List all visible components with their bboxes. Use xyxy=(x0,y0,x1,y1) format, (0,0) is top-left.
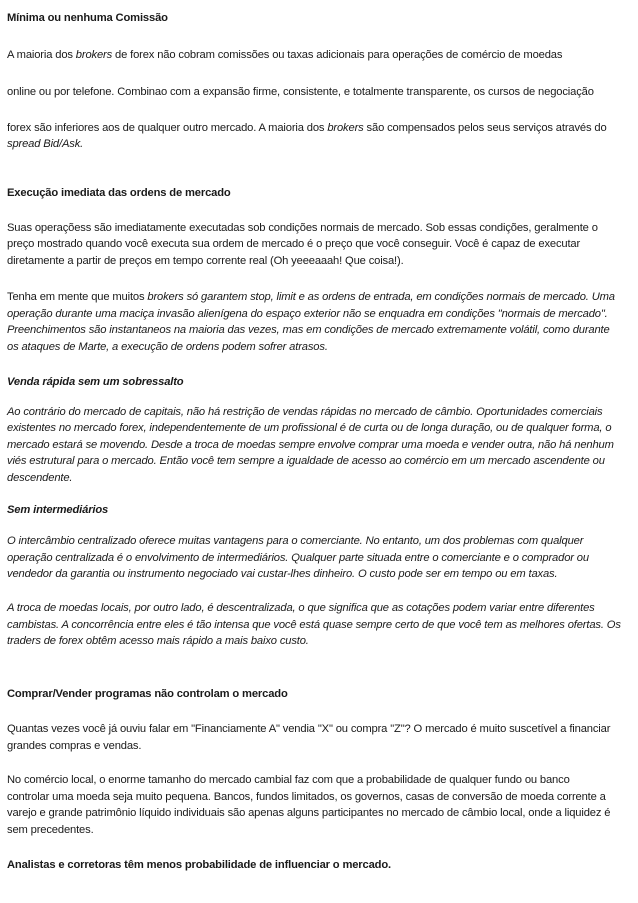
paragraph-line: sem precedentes. xyxy=(7,824,94,836)
paragraph-line: A troca de moedas locais, por outro lado, é descentralizada, o que significa que as cotações podem variar entre diferentes xyxy=(7,602,595,614)
heading-execucao-imediata: Execução imediata das ordens de mercado xyxy=(7,187,231,199)
paragraph-line: Ao contrário do mercado de capitais, não há restrição de vendas rápidas no mercado de câmbio. Oportunidades comerciais xyxy=(7,406,603,418)
paragraph-line: existentes no mercado forex, independentemente de um profissional é de curta ou de longa duração, ou de qualquer forma, o xyxy=(7,422,612,434)
heading-analistas-corretoras: Analistas e corretoras têm menos probabilidade de influenciar o mercado. xyxy=(7,859,391,871)
paragraph-line: preço mostrado quando você executa sua ordem de mercado é o preço que você conseguir. Você é capaz de executar xyxy=(7,238,581,250)
paragraph-line: controlar uma moeda seja muito pequena. Bancos, fundos limitados, os governos, casas de conversão de moeda corrente a xyxy=(7,791,606,803)
heading-comprar-vender: Comprar/Vender programas não controlam o mercado xyxy=(7,688,288,700)
paragraph-line: descendente. xyxy=(7,472,73,484)
paragraph-line: O intercâmbio centralizado oferece muitas vantagens para o comerciante. No entanto, um dos problemas com qualquer xyxy=(7,535,584,547)
heading-minima-comissao: Mínima ou nenhuma Comissão xyxy=(7,12,168,24)
paragraph-line: os ataques de Marte, a execução de ordens podem sofrer atrasos. xyxy=(7,341,328,353)
paragraph-line: spread Bid/Ask. xyxy=(7,138,84,150)
paragraph-line: online ou por telefone. Combinao com a expansão firme, consistente, e totalmente transparente, os cursos de negociação xyxy=(7,86,594,98)
paragraph-line: Quantas vezes você já ouviu falar em "Financiamente A" vendia "X" ou compra "Z"? O mercado é muito suscetível a financiar xyxy=(7,723,611,735)
paragraph-line: A maioria dos brokers de forex não cobram comissões ou taxas adicionais para operações de comércio de moedas xyxy=(7,49,563,61)
paragraph-line: Tenha em mente que muitos brokers só garantem stop, limit e as ordens de entrada, em condições normais de mercado. Uma xyxy=(7,291,615,303)
heading-venda-rapida: Venda rápida sem um sobressalto xyxy=(7,376,184,388)
paragraph-line: No comércio local, o enorme tamanho do mercado cambial faz com que a probabilidade de qualquer fundo ou banco xyxy=(7,774,570,786)
paragraph-line: traders de forex obtêm acesso mais rápido a mais baixo custo. xyxy=(7,635,309,647)
paragraph-line: Preenchimentos são instantaneos na maioria das vezes, mas em condições de mercado extremamente volátil, como durante xyxy=(7,324,610,336)
paragraph-line: forex são inferiores aos de qualquer outro mercado. A maioria dos brokers são compensados pelos seus serviços através do xyxy=(7,122,607,134)
paragraph-line: diretamente a partir de preços em tempo corrente real (Oh yeeeaaah! Que coisa!). xyxy=(7,255,404,267)
paragraph-line: cambistas. A concorrência entre eles é tão intensa que você está quase sempre certo de que você tem as melhores ofertas. Os xyxy=(7,619,621,631)
paragraph-line: grandes compras e vendas. xyxy=(7,740,142,752)
paragraph-line: Suas operaçõess são imediatamente executadas sob condições normais de mercado. Sob essas condições, geralmente o xyxy=(7,222,598,234)
paragraph-line: varejo e grande patrimônio líquido individuais são apenas alguns participantes no mercado de câmbio local, onde a liquidez é xyxy=(7,807,611,819)
paragraph-line: operação durante uma maciça invasão alienígena do espaço exterior não se enquadra em condições "normais de mercado". xyxy=(7,308,608,320)
paragraph-line: mercado estará se movendo. Desde a troca de moedas sempre envolve comprar uma moeda e vender outra, não há nenhum xyxy=(7,439,614,451)
heading-sem-intermediarios: Sem intermediários xyxy=(7,504,109,516)
paragraph-line: operação centralizada é o envolvimento de intermediários. Qualquer parte situada entre o comerciante e o comprador ou xyxy=(7,552,589,564)
paragraph-line: viés estrutural para o mercado. Então você tem sempre a igualdade de acesso ao comércio em um mercado ascendente ou xyxy=(7,455,605,467)
paragraph-line: vendedor da garantia ou instrumento negociado vai custar-lhes dinheiro. O custo pode ser em tempo ou em taxas. xyxy=(7,568,558,580)
